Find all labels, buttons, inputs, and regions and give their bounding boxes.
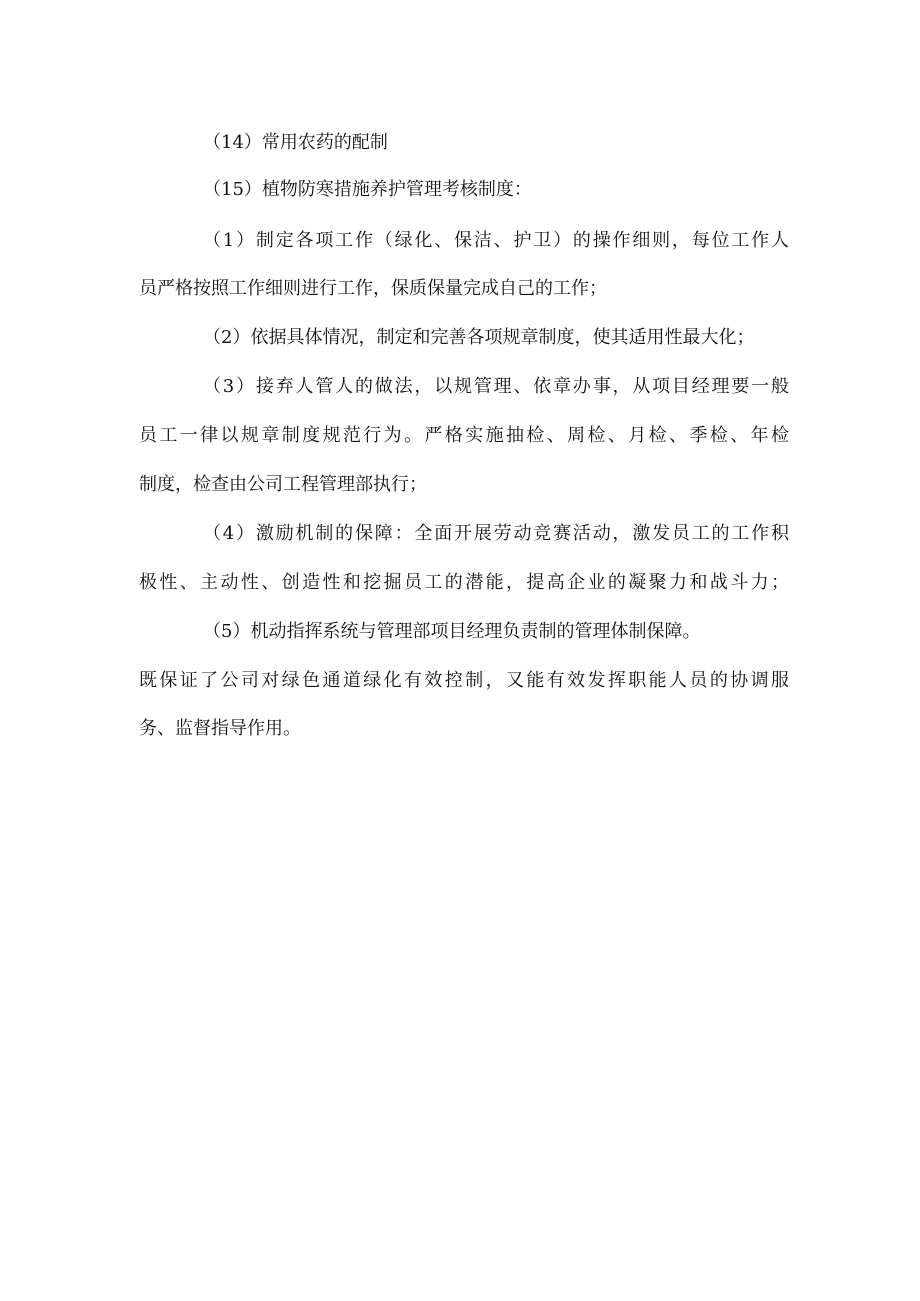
paragraph-2-line-1: （2）依据具体情况，制定和完善各项规章制度，使其适用性最大化； bbox=[203, 327, 755, 348]
paragraph-5-line-1: （5）机动指挥系统与管理部项目经理负责制的管理体制保障。 bbox=[203, 621, 701, 642]
item-15-heading: （15）植物防寒措施养护管理考核制度： bbox=[203, 179, 532, 200]
paragraph-1-line-1: （1）制定各项工作（绿化、保洁、护卫）的操作细则，每位工作人 bbox=[203, 230, 789, 251]
item-14-heading: （14）常用农药的配制 bbox=[203, 132, 388, 153]
paragraph-3-line-2: 员工一律以规章制度规范行为。严格实施抽检、周检、月检、季检、年检 bbox=[139, 425, 789, 446]
paragraph-4-line-2: 极性、主动性、创造性和挖掘员工的潜能，提高企业的凝聚力和战斗力； bbox=[139, 572, 789, 593]
paragraph-6-line-2: 务、监督指导作用。 bbox=[139, 718, 301, 739]
paragraph-4-line-1: （4）激励机制的保障：全面开展劳动竞赛活动，激发员工的工作积 bbox=[203, 523, 789, 544]
paragraph-1-line-2: 员严格按照工作细则进行工作，保质保量完成自己的工作； bbox=[139, 278, 607, 299]
paragraph-6-line-1: 既保证了公司对绿色通道绿化有效控制，又能有效发挥职能人员的协调服 bbox=[139, 670, 789, 691]
paragraph-3-line-1: （3）接弃人管人的做法，以规管理、依章办事，从项目经理要一般 bbox=[203, 376, 789, 397]
paragraph-3-line-3: 制度，检查由公司工程管理部执行； bbox=[139, 474, 427, 495]
